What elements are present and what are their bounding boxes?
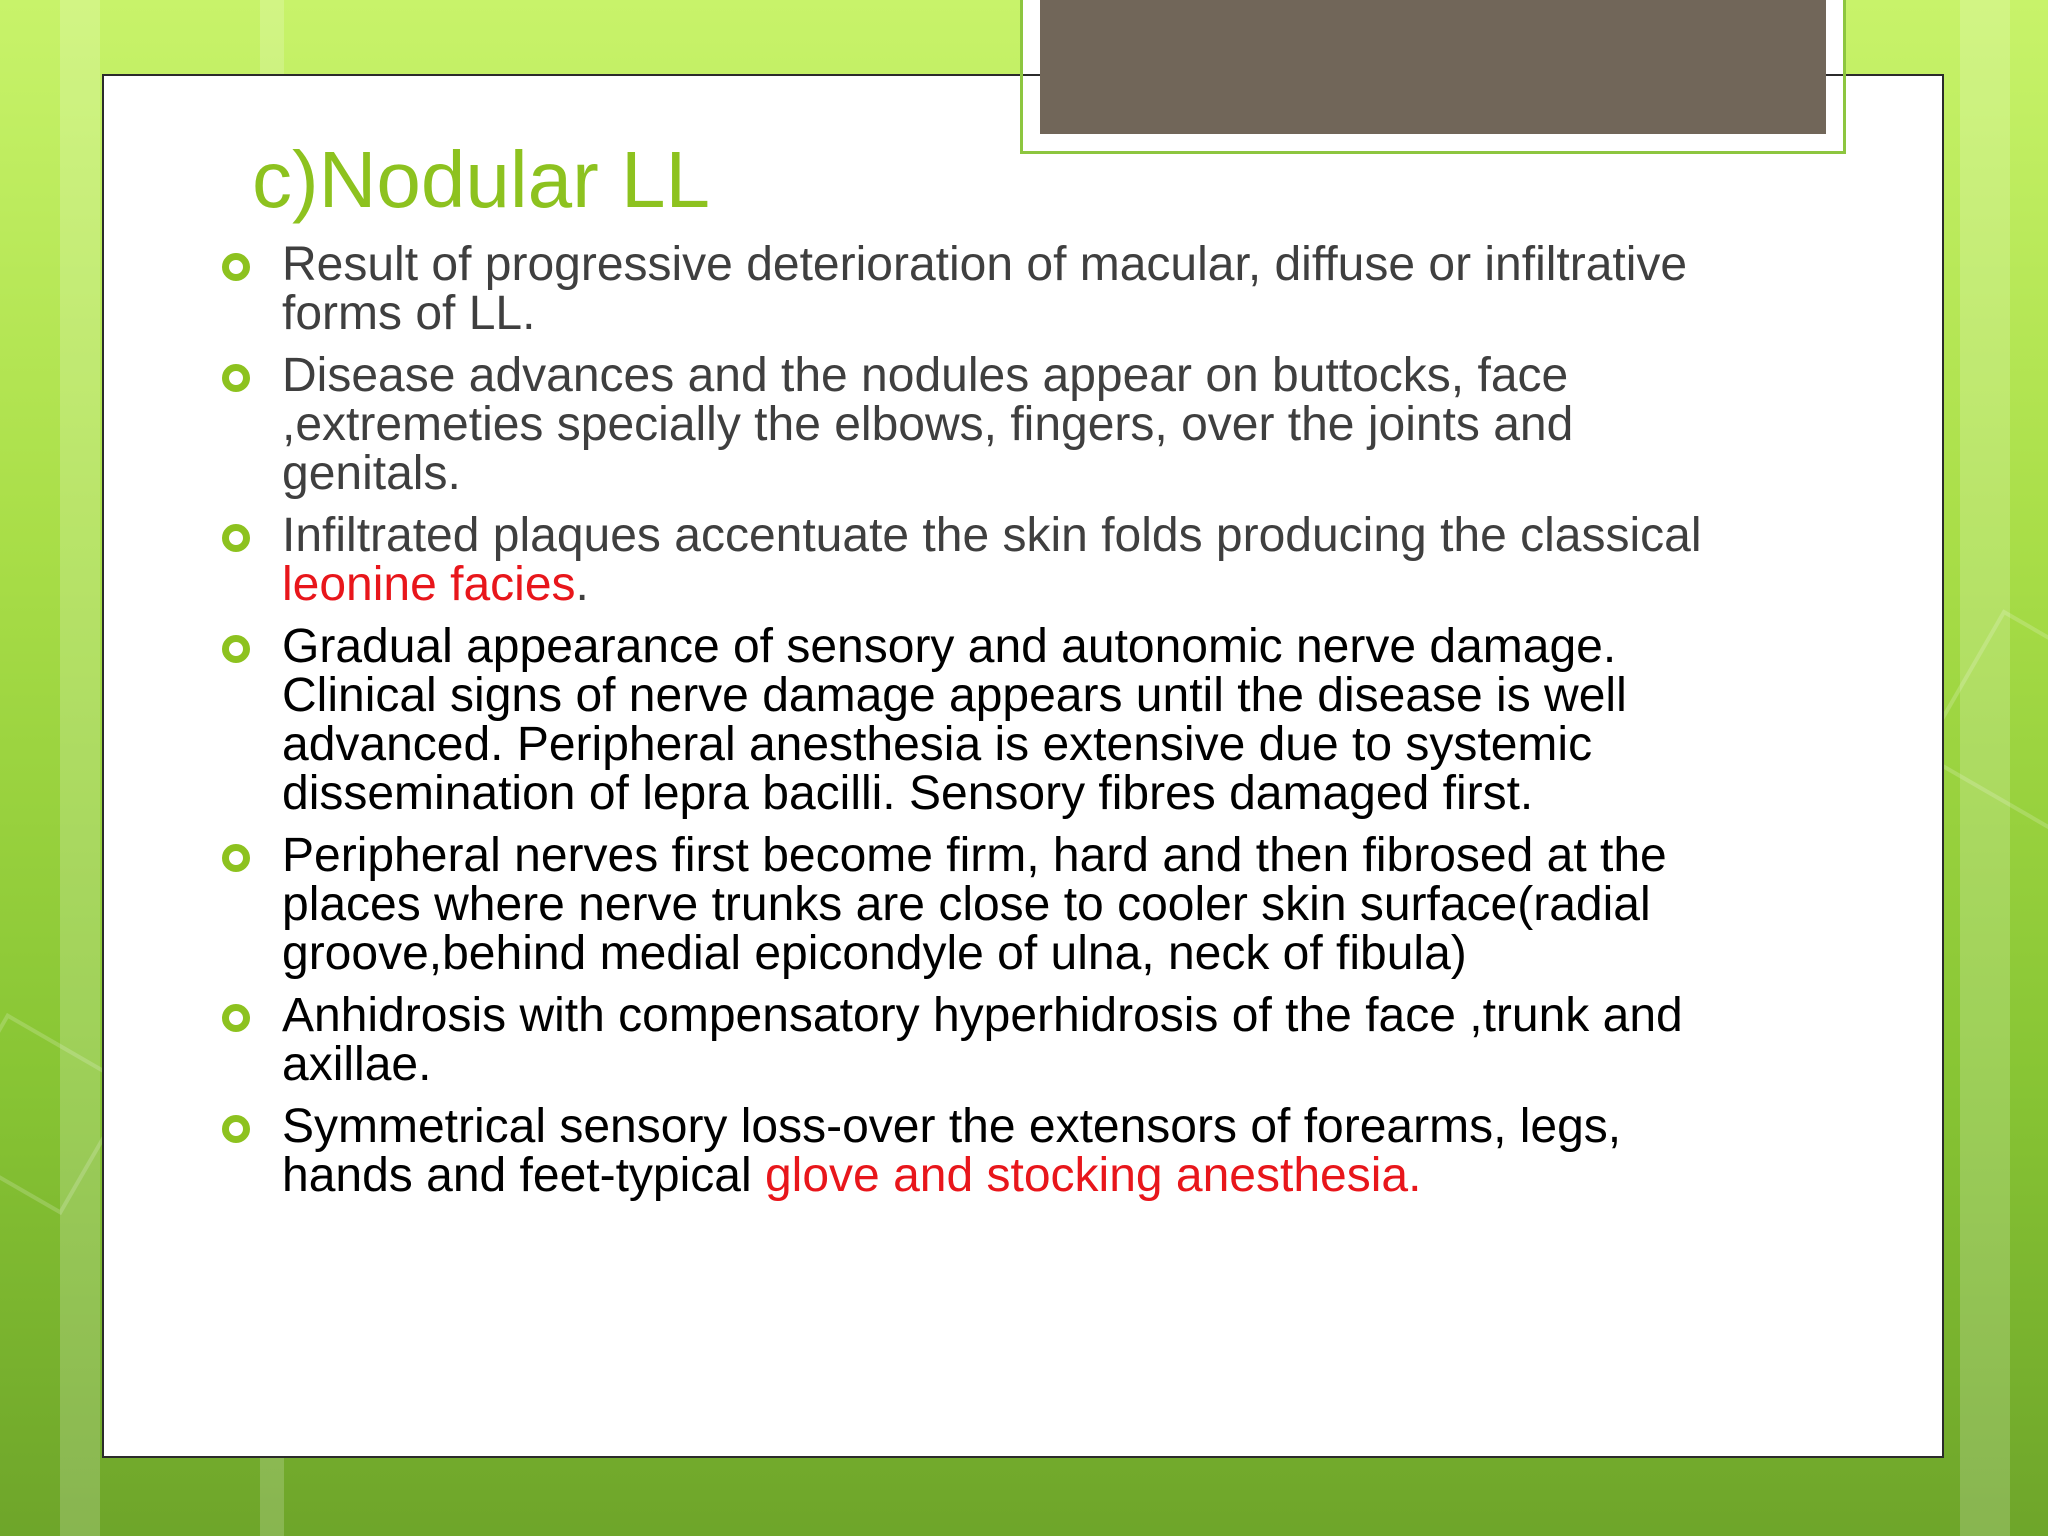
bullet-item <box>218 622 1738 818</box>
bullet-circle-icon <box>222 844 250 872</box>
bullet-circle-icon <box>222 253 250 281</box>
highlighted-term: glove and stocking anesthesia. <box>764 1149 1422 1202</box>
decorative-title-box <box>1040 0 1826 134</box>
background-stripe <box>60 0 100 1536</box>
bullet-item <box>218 240 1738 338</box>
bullet-list <box>218 240 1738 1213</box>
bullet-item <box>218 991 1738 1089</box>
bullet-text: Symmetrical sensory loss-over the extensors of forearms, legs, hands and feet-typical <box>282 1100 1622 1202</box>
bullet-item <box>218 511 1738 609</box>
bullet-text-end: . <box>575 558 589 611</box>
slide-title: c)Nodular LL <box>252 135 711 224</box>
bullet-circle-icon <box>222 1115 250 1143</box>
highlighted-term: leonine facies <box>282 558 576 611</box>
bullet-item <box>218 831 1738 978</box>
bullet-text: Result of progressive deterioration of macular, diffuse or infiltrative forms of LL. <box>282 238 1688 340</box>
bullet-text: Gradual appearance of sensory and autonomic nerve damage. Clinical signs of nerve damage appears until the disease is well advanced. Peripheral anesthesia is extensive due to systemic dissemination of lepra bacilli. Sensory fibres damaged first. <box>282 620 1627 820</box>
bullet-circle-icon <box>222 364 250 392</box>
bullet-text: Anhidrosis with compensatory hyperhidrosis of the face ,trunk and axillae. <box>282 989 1683 1091</box>
bullet-text: Infiltrated plaques accentuate the skin folds producing the classical <box>282 509 1702 562</box>
bullet-text: Disease advances and the nodules appear on buttocks, face ,extremeties specially the elbows, fingers, over the joints and genitals. <box>282 349 1574 500</box>
bullet-item <box>218 1102 1738 1200</box>
bullet-circle-icon <box>222 635 250 663</box>
bullet-circle-icon <box>222 524 250 552</box>
bullet-text: Peripheral nerves first become firm, hard and then fibrosed at the places where nerve trunks are close to cooler skin surface(radial groove,behind medial epicondyle of ulna, neck of fibula) <box>282 829 1667 980</box>
bullet-circle-icon <box>222 1004 250 1032</box>
bullet-item <box>218 351 1738 498</box>
